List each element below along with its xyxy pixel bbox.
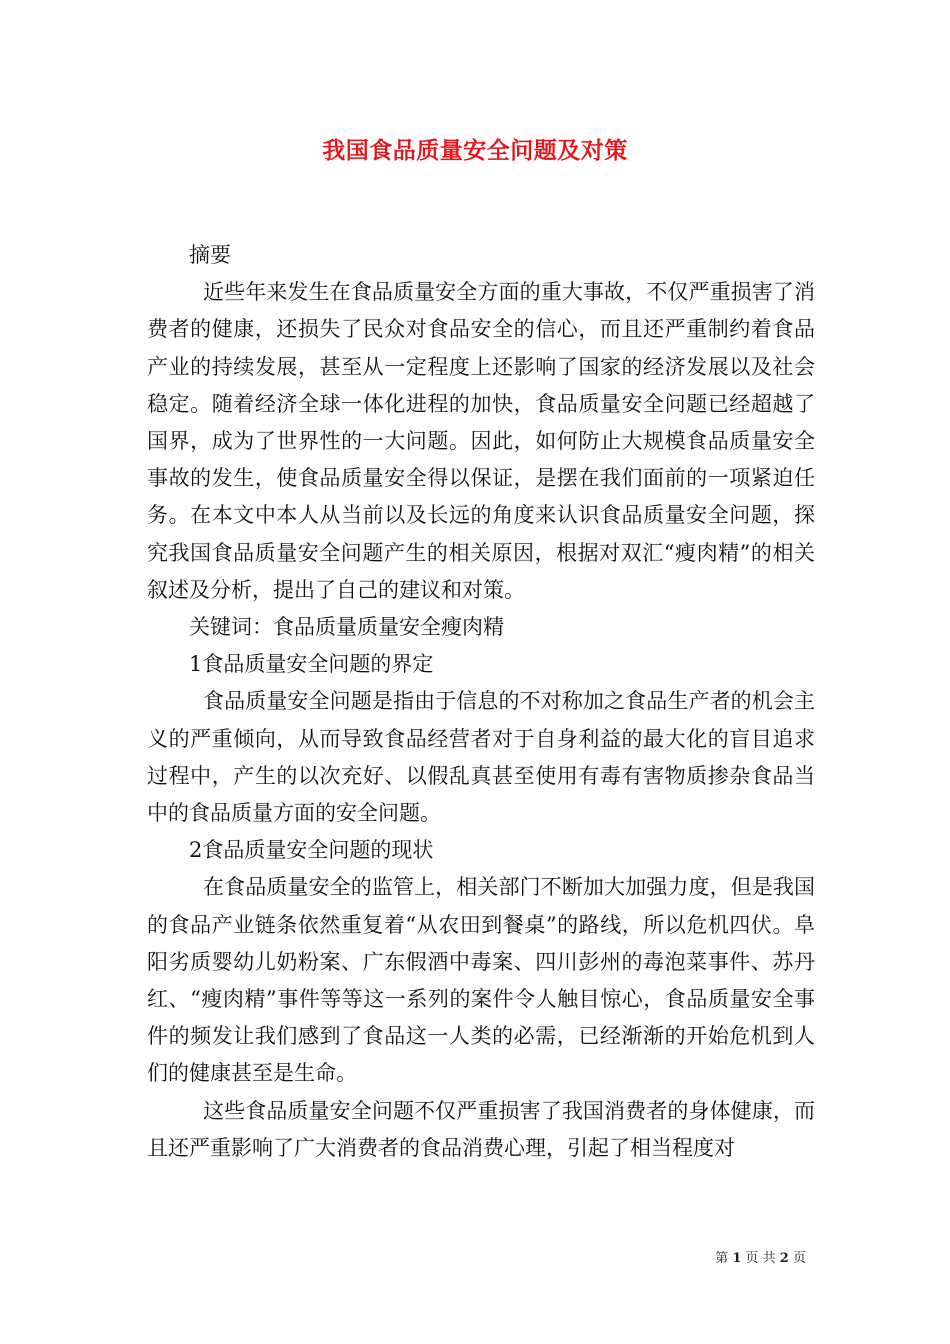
section-heading-2: 2食品质量安全问题的现状 <box>189 838 434 863</box>
section-paragraph-2: 在食品质量安全的监管上，相关部门不断加大加强力度，但是我国的食品产业链条依然重复着“从农田到餐桌”的路线，所以危机四伏。阜阳劣质婴幼儿奶粉案、广东假酒中毒案、四川彭州的毒泡菜事件、苏丹红、“瘦肉精”事件等等这一系列的案件令人触目惊心，食品质量安全事件的频发让我们感到了食品这一人类的必需，已经渐渐的开始危机到人们的健康甚至是生命。 <box>147 875 815 1086</box>
footer-page-number: 1 <box>732 1251 742 1266</box>
section-heading-1: 1食品质量安全问题的界定 <box>189 652 434 677</box>
keywords-line: 关键词：食品质量质量安全瘦肉精 <box>189 615 504 640</box>
document-title: 我国食品质量安全问题及对策 <box>322 137 628 164</box>
footer-total-pages: 2 <box>779 1251 789 1266</box>
footer-middle: 页 共 <box>745 1251 776 1266</box>
footer-prefix: 第 <box>715 1251 729 1266</box>
footer-suffix: 页 <box>792 1251 806 1266</box>
section-paragraph-1: 食品质量安全问题是指由于信息的不对称加之食品生产者的机会主义的严重倾向，从而导致食品经营者对于自身利益的最大化的盲目追求过程中，产生的以次充好、以假乱真甚至使用有毒有害物质掺杂食品当中的食品质量方面的安全问题。 <box>147 689 815 826</box>
section-paragraph-3: 这些食品质量安全问题不仅严重损害了我国消费者的身体健康，而且还严重影响了广大消费者的食品消费心理，引起了相当程度对 <box>147 1098 815 1160</box>
page-footer <box>715 1247 806 1266</box>
abstract-paragraph: 近些年来发生在食品质量安全方面的重大事故，不仅严重损害了消费者的健康，还损失了民众对食品安全的信心，而且还严重制约着食品产业的持续发展，甚至从一定程度上还影响了国家的经济发展以及社会稳定。随着经济全球一体化进程的加快，食品质量安全问题已经超越了国界，成为了世界性的一大问题。因此，如何防止大规模食品质量安全事故的发生，使食品质量安全得以保证，是摆在我们面前的一项紧迫任务。在本文中本人从当前以及长远的角度来认识食品质量安全问题，探究我国食品质量安全问题产生的相关原因，根据对双汇“瘦肉精”的相关叙述及分析，提出了自己的建议和对策。 <box>147 280 815 602</box>
abstract-heading: 摘要 <box>189 243 231 267</box>
document-body <box>147 237 815 1167</box>
